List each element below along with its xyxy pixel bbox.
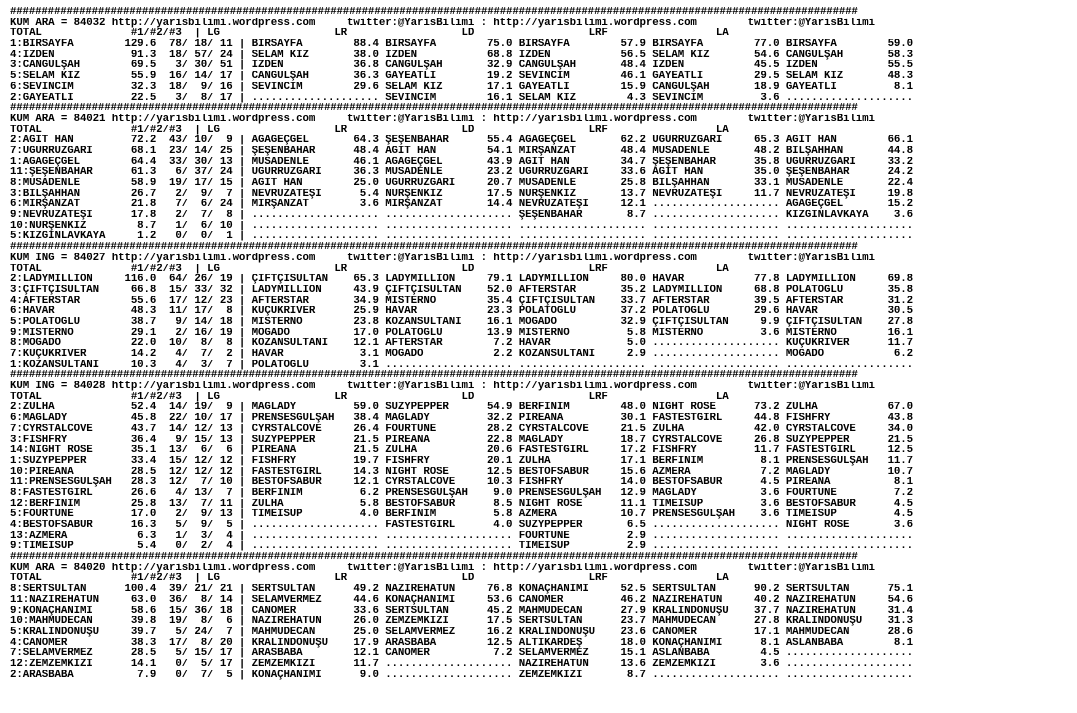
table-row: 13:AZMERA 6.3 1/ 3/ 4 | .................... .................... FOURTUNE 2.9 .................... .................... [10, 530, 914, 542]
column-header: TOTAL #1/#2/#3 | LG LR LD LRF LA [10, 124, 729, 136]
table-row: 5:KIZGINLAVKAYA 1.2 0/ 0/ 1 | .................... .................... .................... .................... .................... [10, 231, 914, 243]
table-row: 12:ZEMZEMKIZI 14.1 0/ 5/ 17 | ZEMZEMKIZI 11.7 .................... NAZİREHATUN 13.6 ZEMZEMKIZI 3.6 .................... [10, 658, 914, 670]
table-row: 11:ŞEŞENBAHAR 61.3 6/ 37/ 24 | UĞURRÜZGARI 36.3 MÜSADENLE 23.2 UĞURRÜZGARI 33.6 AĞIT HAN 35.0 ŞEŞENBAHAR 24.2 [10, 167, 914, 178]
table-row: 8:MÜSADENLE 58.9 19/ 17/ 15 | AĞIT HAN 25.0 UĞURRÜZGARI 20.7 MÜSADENLE 25.8 BİLŞAHHAN 33.1 MÜSADENLE 22.4 [10, 178, 914, 189]
table-row: 11:PRENSESGÜLŞAH 28.3 12/ 7/ 10 | BESTOFSABUR 12.1 CYRSTALCOVE 10.3 FISHFRY 14.0 BESTOFSABUR 4.5 PİREANA 8.1 [10, 477, 914, 488]
section-divider: ####################################################################################################################################### [10, 242, 858, 253]
table-row: 2:LADYMILLION 116.0 64/ 26/ 19 | ÇİFTÇİSULTAN 65.3 LADYMILLION 79.1 LADYMILLION 80.0 HAVAR 77.8 LADYMILLION 69.8 [10, 274, 914, 285]
table-row: 10:PİREANA 28.5 12/ 12/ 12 | FASTESTGIRL 14.3 NIGHT ROSE 12.5 BESTOFSABUR 15.6 AZMERA 7.2 MAGLADY 10.7 [10, 466, 914, 478]
table-row: 6:MAGLADY 45.8 22/ 10/ 17 | PRENSESGÜLŞAH 38.4 MAGLADY 32.2 PİREANA 30.1 FASTESTGIRL 44.8 FISHFRY 43.8 [10, 413, 914, 424]
table-row: 5:SELAM KIZ 55.9 16/ 14/ 17 | CANGÜLŞAH 36.3 GAYEATLI 19.2 SEVİNCİM 46.1 GAYEATLI 29.5 SELAM KIZ 48.3 [10, 71, 914, 82]
table-row: 14:NIGHT ROSE 35.1 13/ 6/ 6 | PİREANA 21.5 ZÜLHA 20.6 FASTESTGIRL 17.2 FISHFRY 11.7 FASTESTGIRL 12.5 [10, 445, 914, 456]
table-row: 3:FISHFRY 36.4 9/ 15/ 13 | SUZYPEPPER 21.5 PİREANA 22.8 MAGLADY 18.7 CYRSTALCOVE 26.8 SUZYPEPPER 21.5 [10, 434, 914, 446]
race-header: KUM ARA = 84032 http://yarisbilimi.wordpress.com twitter:@YarisBilimi : http://yarisbilimi.wordpress.com twitter:@YarisBilimi [10, 17, 875, 29]
table-row: 2:ARASBABA 7.9 0/ 7/ 5 | KONAÇHANIMI 9.0 .................... ZEMZEMKIZI 8.7 .................... .................... [10, 669, 914, 681]
race-header: KUM ARA = 84020 http://yarisbilimi.wordpress.com twitter:@YarisBilimi : http://yarisbilimi.wordpress.com twitter:@YarisBilimi [10, 562, 875, 574]
section-divider: ####################################################################################################################################### [10, 103, 858, 114]
table-row: 4:İZDEN 91.3 18/ 57/ 24 | SELAM KIZ 38.0 İZDEN 68.8 İZDEN 56.5 SELAM KIZ 54.6 CANGÜLŞAH 58.3 [10, 49, 914, 61]
table-row: 9:MİSTERNO 29.1 2/ 16/ 19 | MOGADO 17.0 POLATOĞLU 13.9 MİSTERNO 5.8 MİSTERNO 3.6 MİSTERNO 16.1 [10, 327, 914, 339]
table-row: 1:BİRSAYFA 129.6 78/ 18/ 11 | BİRSAYFA 88.4 BİRSAYFA 75.0 BİRSAYFA 57.9 BİRSAYFA 77.0 BİRSAYFA 59.0 [10, 39, 914, 50]
race-header: KUM ARA = 84021 http://yarisbilimi.wordpress.com twitter:@YarisBilimi : http://yarisbilimi.wordpress.com twitter:@YarisBilimi [10, 113, 875, 125]
column-header: TOTAL #1/#2/#3 | LG LR LD LRF LA [10, 28, 729, 40]
race-header: KUM ING = 84028 http://yarisbilimi.wordpress.com twitter:@YarisBilimi : http://yarisbilimi.wordpress.com twitter:@YarisBilimi [10, 381, 875, 392]
table-row: 4:AFTERSTAR 55.6 17/ 12/ 23 | AFTERSTAR 34.9 MİSTERNO 35.4 ÇİFTÇİSULTAN 33.7 AFTERSTAR 39.5 AFTERSTAR 31.2 [10, 295, 914, 307]
table-row: 9:NEVRUZATEŞİ 17.8 2/ 7/ 8 | .................... .................... ŞEŞENBAHAR 8.7 .................... KIZGINLAVKAYA 3.6 [10, 210, 914, 221]
table-row: 11:NAZİREHATUN 63.0 36/ 8/ 14 | SELAMVERMEZ 44.6 KONAÇHANIMI 53.6 CANÖMER 46.2 NAZİREHATUN 40.2 NAZİREHATUN 54.6 [10, 594, 914, 606]
table-row: 10:MAHMUDECAN 39.8 19/ 8/ 6 | NAZİREHATUN 26.0 ZEMZEMKIZI 17.5 SERTSULTAN 23.7 MAHMUDECAN 27.8 KRALINDÖNÜŞÜ 31.3 [10, 616, 914, 627]
table-row: 5:POLATOĞLU 38.7 9/ 14/ 18 | MİSTERNO 23.8 KOZANSULTANI 16.1 MOGADO 32.9 ÇİFTÇİSULTAN 9.9 ÇİFTÇİSULTAN 27.8 [10, 316, 914, 328]
table-row: 4:BESTOFSABUR 16.3 5/ 9/ 5 | .................... FASTESTGIRL 4.0 SUZYPEPPER 6.5 .................... NIGHT ROSE 3.6 [10, 520, 914, 531]
section-divider: ####################################################################################################################################### [10, 370, 858, 382]
table-row: 3:ÇİFTÇİSULTAN 66.8 15/ 33/ 32 | LADYMILLION 43.9 ÇİFTÇİSULTAN 52.0 AFTERSTAR 35.2 LADYMILLION 68.8 POLATOĞLU 35.8 [10, 284, 914, 296]
table-row: 7:SELAMVERMEZ 28.5 5/ 15/ 17 | ARASBABA 12.1 CANÖMER 7.2 SELAMVERMEZ 15.1 ASLANBABA 4.5 .................... [10, 648, 914, 659]
table-row: 9:KONAÇHANIMI 58.6 15/ 36/ 18 | CANÖMER 33.6 SERTSULTAN 45.2 MAHMUDECAN 27.9 KRALINDÖNÜŞÜ 37.7 NAZİREHATUN 31.4 [10, 605, 914, 617]
table-row: 5:FOURTUNE 17.0 2/ 9/ 13 | TIMEISUP 4.0 BERFİNİM 5.8 AZMERA 10.7 PRENSESGÜLŞAH 3.6 TIMEISUP 4.5 [10, 509, 914, 520]
table-row: 12:BERFİNİM 25.8 13/ 7/ 11 | ZÜLHA 5.8 BESTOFSABUR 8.5 NIGHT ROSE 11.1 TIMEISUP 3.6 BESTOFSABUR 4.5 [10, 498, 914, 510]
table-row: 5:KRALINDÖNÜŞÜ 39.7 5/ 24/ 7 | MAHMUDECAN 25.0 SELAMVERMEZ 16.2 KRALINDÖNÜŞÜ 23.6 CANÖMER 17.1 MAHMUDECAN 28.6 [10, 626, 914, 638]
column-header: TOTAL #1/#2/#3 | LG LR LD LRF LA [10, 391, 729, 403]
race-header: KUM ING = 84027 http://yarisbilimi.wordpress.com twitter:@YarisBilimi : http://yarisbilimi.wordpress.com twitter:@YarisBilimi [10, 252, 875, 264]
section-divider: ####################################################################################################################################### [10, 552, 858, 563]
table-row: 2:AĞIT HAN 72.2 43/ 10/ 9 | AĞAGEÇGEL 64.3 ŞEŞENBAHAR 55.4 AĞAGEÇGEL 62.2 UĞURRÜZGARI 65.3 AĞIT HAN 66.1 [10, 135, 914, 146]
table-row: 1:AĞAGEÇGEL 64.4 33/ 30/ 13 | MÜSADENLE 46.1 AĞAGEÇGEL 43.9 AĞIT HAN 34.7 ŞEŞENBAHAR 35.8 UĞURRÜZGARI 33.2 [10, 156, 914, 168]
table-row: 6:HAVAR 48.3 11/ 17/ 8 | KÜÇÜKRIVER 25.9 HAVAR 23.3 POLATOĞLU 37.2 POLATOĞLU 29.6 HAVAR 30.5 [10, 306, 914, 317]
table-row: 1:SUZYPEPPER 33.4 15/ 12/ 12 | FISHFRY 19.7 FISHFRY 20.1 ZÜLHA 17.1 BERFİNİM 8.1 PRENSESGÜLŞAH 11.7 [10, 455, 914, 467]
table-row: 6:SEVİNCİM 32.3 18/ 9/ 16 | SEVİNCİM 29.6 SELAM KIZ 17.1 GAYEATLI 15.9 CANGÜLŞAH 18.9 GAYEATLI 8.1 [10, 81, 914, 93]
table-row: 8:FASTESTGIRL 26.6 4/ 13/ 7 | BERFİNİM 6.2 PRENSESGÜLŞAH 9.0 PRENSESGÜLŞAH 12.9 MAGLADY 3.6 FOURTUNE 7.2 [10, 487, 914, 499]
table-row: 7:CYRSTALCOVE 43.7 14/ 12/ 13 | CYRSTALCOVE 26.4 FOURTUNE 28.2 CYRSTALCOVE 21.5 ZÜLHA 42.0 CYRSTALCOVE 34.0 [10, 423, 914, 435]
table-row: 8:MOGADO 22.0 10/ 8/ 8 | KOZANSULTANI 12.1 AFTERSTAR 7.2 HAVAR 5.0 .................... KÜÇÜKRIVER 11.7 [10, 338, 914, 349]
table-row: 9:TIMEISUP 5.4 0/ 2/ 4 | .................... .................... TIMEISUP 2.9 .................... .................... [10, 541, 914, 553]
table-row: 8:SERTSULTAN 100.4 39/ 21/ 21 | SERTSULTAN 49.2 NAZİREHATUN 76.8 KONAÇHANIMI 52.5 SERTSULTAN 90.2 SERTSULTAN 75.1 [10, 584, 914, 595]
table-row: 10:NURŞENKIZ 8.7 1/ 6/ 10 | .................... .................... .................... .................... .................... [10, 220, 914, 232]
section-divider: ####################################################################################################################################### [10, 7, 858, 18]
table-row: 7:KÜÇÜKRIVER 14.2 4/ 7/ 2 | HAVAR 3.1 MOGADO 2.2 KOZANSULTANI 2.9 .................... MOGADO 6.2 [10, 349, 914, 360]
table-row: 4:CANÖMER 38.3 17/ 8/ 20 | KRALINDÖNÜŞÜ 17.9 ARASBABA 12.5 ALTIKARDEŞ 18.0 KONAÇHANIMI 8.1 ASLANBABA 8.1 [10, 637, 914, 649]
table-row: 1:KOZANSULTANI 10.3 4/ 3/ 7 | POLATOĞLU 3.1 .................... .................... .................... .................... [10, 359, 914, 371]
table-row: 6:MİRŞANZAT 21.8 7/ 6/ 24 | MİRŞANZAT 3.6 MİRŞANZAT 14.4 NEVRUZATEŞİ 12.1 .................... AĞAGEÇGEL 15.2 [10, 199, 914, 211]
table-row: 3:BİLŞAHHAN 26.7 2/ 9/ 7 | NEVRUZATEŞİ 5.4 NURŞENKIZ 17.5 NURŞENKIZ 13.7 NEVRUZATEŞİ 11.7 NEVRUZATEŞİ 19.8 [10, 188, 914, 200]
table-row: 2:GAYEATLI 22.5 3/ 8/ 17 | .................... SEVİNCİM 16.1 SELAM KIZ 4.3 SEVİNCİM 3.6 .................... [10, 92, 914, 104]
table-row: 2:ZÜLHA 52.4 14/ 19/ 9 | MAGLADY 59.0 SUZYPEPPER 54.9 BERFİNİM 48.0 NIGHT ROSE 73.2 ZÜLHA 67.0 [10, 402, 914, 414]
column-header: TOTAL #1/#2/#3 | LG LR LD LRF LA [10, 263, 729, 275]
table-row: 3:CANGÜLŞAH 69.5 3/ 30/ 51 | İZDEN 36.8 CANGÜLŞAH 32.9 CANGÜLŞAH 48.4 İZDEN 45.5 İZDEN 55.5 [10, 60, 914, 72]
table-row: 7:UĞURRÜZGARI 68.1 23/ 14/ 25 | ŞEŞENBAHAR 48.4 AĞIT HAN 54.1 MİRŞANZAT 48.4 MÜSADENLE 48.2 BİLŞAHHAN 44.8 [10, 145, 914, 157]
column-header: TOTAL #1/#2/#3 | LG LR LD LRF LA [10, 573, 729, 585]
